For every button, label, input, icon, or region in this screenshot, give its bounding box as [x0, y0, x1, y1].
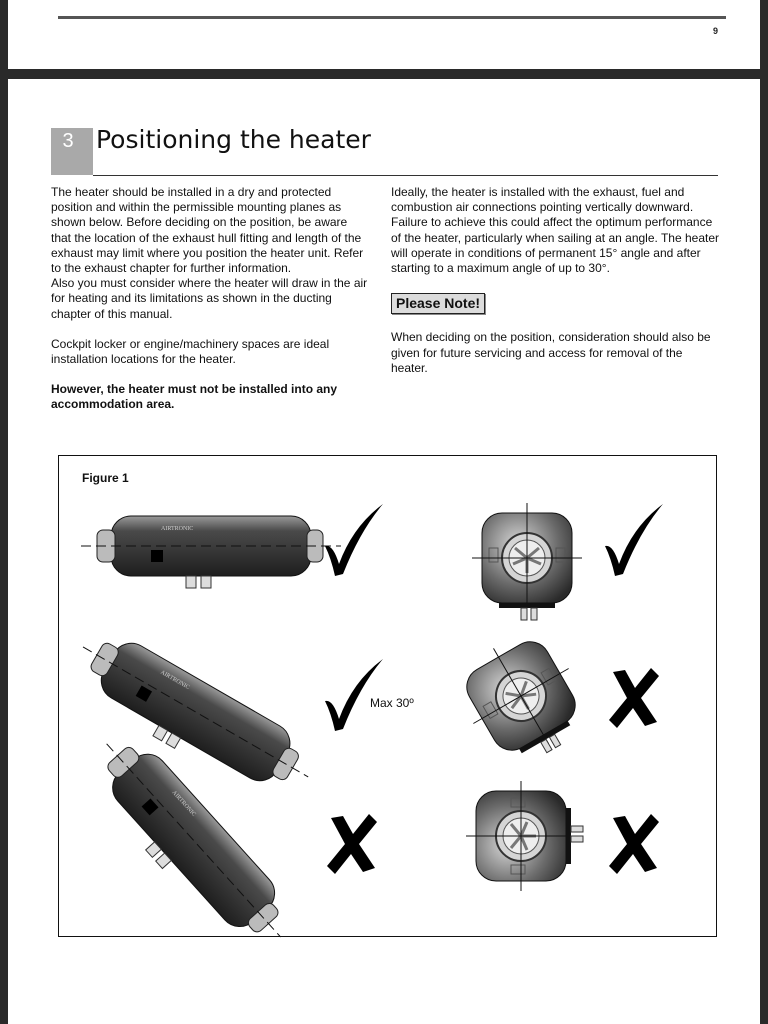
check-mark-icon — [325, 504, 383, 576]
please-note-badge: Please Note! — [391, 293, 485, 314]
heading-rule — [93, 175, 718, 176]
warning-paragraph: However, the heater must not be installed into any accommodation area. — [51, 382, 338, 412]
cross-mark-icon — [609, 668, 659, 728]
figure-1 — [58, 455, 717, 937]
max-angle-label: Max 30º — [370, 696, 414, 710]
footer-rule — [58, 16, 726, 19]
section-number-box — [51, 128, 93, 175]
servicing-paragraph: When deciding on the position, consideration should also be given for future servicing and access for removal of the heater. — [391, 330, 711, 375]
heater-end-view-rotated — [446, 621, 600, 777]
section-title: Positioning the heater — [96, 125, 371, 154]
manual-page — [8, 79, 760, 1024]
right-column — [391, 185, 721, 376]
orientation-paragraph: Ideally, the heater is installed with the exhaust, fuel and combustion air connections pointing vertically downward. Failure to achieve this could affect the optimum performance of the heater, particularly when sailing at an angle. The heater will operate in conditions of permanent 15° angle and after starting to a maximum angle of up to 30°. — [391, 185, 719, 276]
figure-label: Figure 1 — [82, 471, 129, 485]
location-paragraph: Cockpit locker or engine/machinery spaces are ideal installation locations for the heater. — [51, 336, 330, 367]
cross-mark-icon — [327, 814, 377, 874]
mounting-diagram: AIRTRONIC — [59, 456, 718, 938]
intro-paragraph: The heater should be installed in a dry and protected position and within the permissible mounting planes as shown below. Before deciding on the position, be aware that the location of the exhaust hull fitting and length of the exhaust may limit where you position the heater unit. Refer to the exhaust chapter for further information. — [51, 185, 364, 276]
page-number: 9 — [712, 26, 718, 36]
cross-mark-icon — [609, 814, 659, 874]
heater-end-view-down — [472, 503, 582, 620]
heater-end-view-side — [466, 781, 583, 891]
previous-page-footer — [8, 0, 760, 69]
heater-side-view-horizontal — [81, 516, 341, 588]
left-column — [51, 185, 369, 413]
heater-side-view-tilted — [62, 621, 323, 813]
check-mark-icon — [605, 504, 663, 576]
air-intake-paragraph: Also you must consider where the heater will draw in the air for heating and its limitations as shown in the ducting chapter of this manual. — [51, 276, 368, 321]
check-mark-icon — [325, 659, 383, 731]
section-number: 3 — [62, 130, 74, 152]
